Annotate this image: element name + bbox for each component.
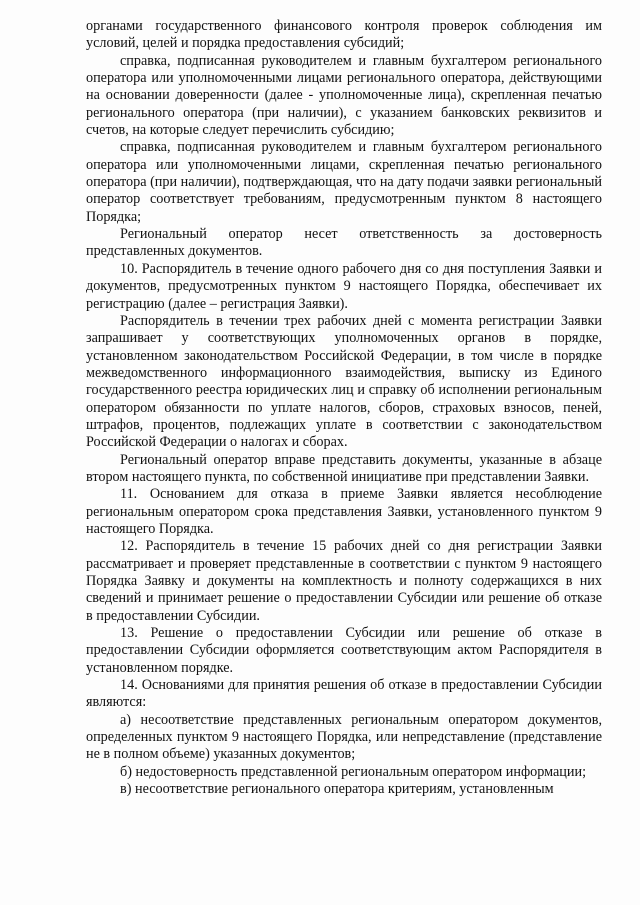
paragraph-item-10-own-initiative: Региональный оператор вправе представить документы, указанные в абзаце втором настоящего пункта, по собственной инициативе при представлении Заявки. — [86, 451, 602, 485]
document-body — [86, 18, 602, 798]
paragraph-item-11: 11. Основанием для отказа в приеме Заявки является несоблюдение региональным оператором срока представления Заявки, установленного пунктом 9 настоящего Порядка. — [86, 486, 602, 537]
paragraph-item-13: 13. Решение о предоставлении Субсидии или решение об отказе в предоставлении Субсидии оформляется соответствующим актом Распорядителя в установленном порядке. — [86, 625, 602, 676]
paragraph-item-14-v: в) несоответствие регионального оператора критериям, установленным — [120, 781, 554, 798]
paragraph-continuation: органами государственного финансового контроля проверок соблюдения им условий, целей и порядка предоставления субсидий; — [86, 18, 602, 52]
paragraph-item-10: 10. Распорядитель в течение одного рабочего дня со дня поступления Заявки и документов, предусмотренных пунктом 9 настоящего Порядка, обеспечивает их регистрацию (далее – регистрация Заявки). — [86, 260, 602, 312]
paragraph-compliance-certificate: справка, подписанная руководителем и главным бухгалтером регионального оператора или уполномоченными лицами, скрепленная печатью регионального оператора (при наличии), подтверждающая, что на дату подачи заявки региональный оператор соответствует требованиям, предусмотренным пунктом 8 настоящего Порядка; — [86, 139, 602, 225]
paragraph-operator-responsibility: Региональный оператор несет ответственность за достоверность представленных документов. — [86, 226, 602, 260]
paragraph-item-12: 12. Распорядитель в течение 15 рабочих дней со дня регистрации Заявки рассматривает и проверяет представленные в соответствии с пунктом 9 настоящего Порядка Заявку и документы на комплектность и полноту содержащихся в них сведений и принимает решение о предоставлении Субсидии или решение об отказе в предоставлении Субсидии. — [86, 538, 602, 624]
paragraph-bank-details-certificate: справка, подписанная руководителем и главным бухгалтером регионального оператора или уполномоченными лицами регионального оператора, действующими на основании доверенности (далее - уполномоченные лица), скрепленная печатью регионального оператора (при наличии), с указанием банковских реквизитов и счетов, на которые следует перечислить субсидию; — [86, 52, 602, 139]
paragraph-item-10-request: Распорядитель в течении трех рабочих дней с момента регистрации Заявки запрашивает у соответствующих уполномоченных органов в порядке, установленном законодательством Российской Федерации, в том числе в порядке межведомственного информационного взаимодействия, выписку из Единого государственного реестра юридических лиц и справку об исполнении региональным оператором обязанности по уплате налогов, сборов, страховых взносов, пеней, штрафов, процентов, подлежащих уплате в соответствии с законодательством Российской Федерации о налогах и сборах. — [86, 312, 602, 451]
paragraph-item-14-b: б) недостоверность представленной региональным оператором информации; — [120, 763, 587, 780]
paragraph-item-14: 14. Основаниями для принятия решения об отказе в предоставлении Субсидии являются: — [86, 677, 602, 711]
paragraph-item-14-a: а) несоответствие представленных региональным оператором документов, определенных пунктом 9 настоящего Порядка, или непредставление (представление не в полном объеме) указанных документов; — [86, 711, 602, 763]
